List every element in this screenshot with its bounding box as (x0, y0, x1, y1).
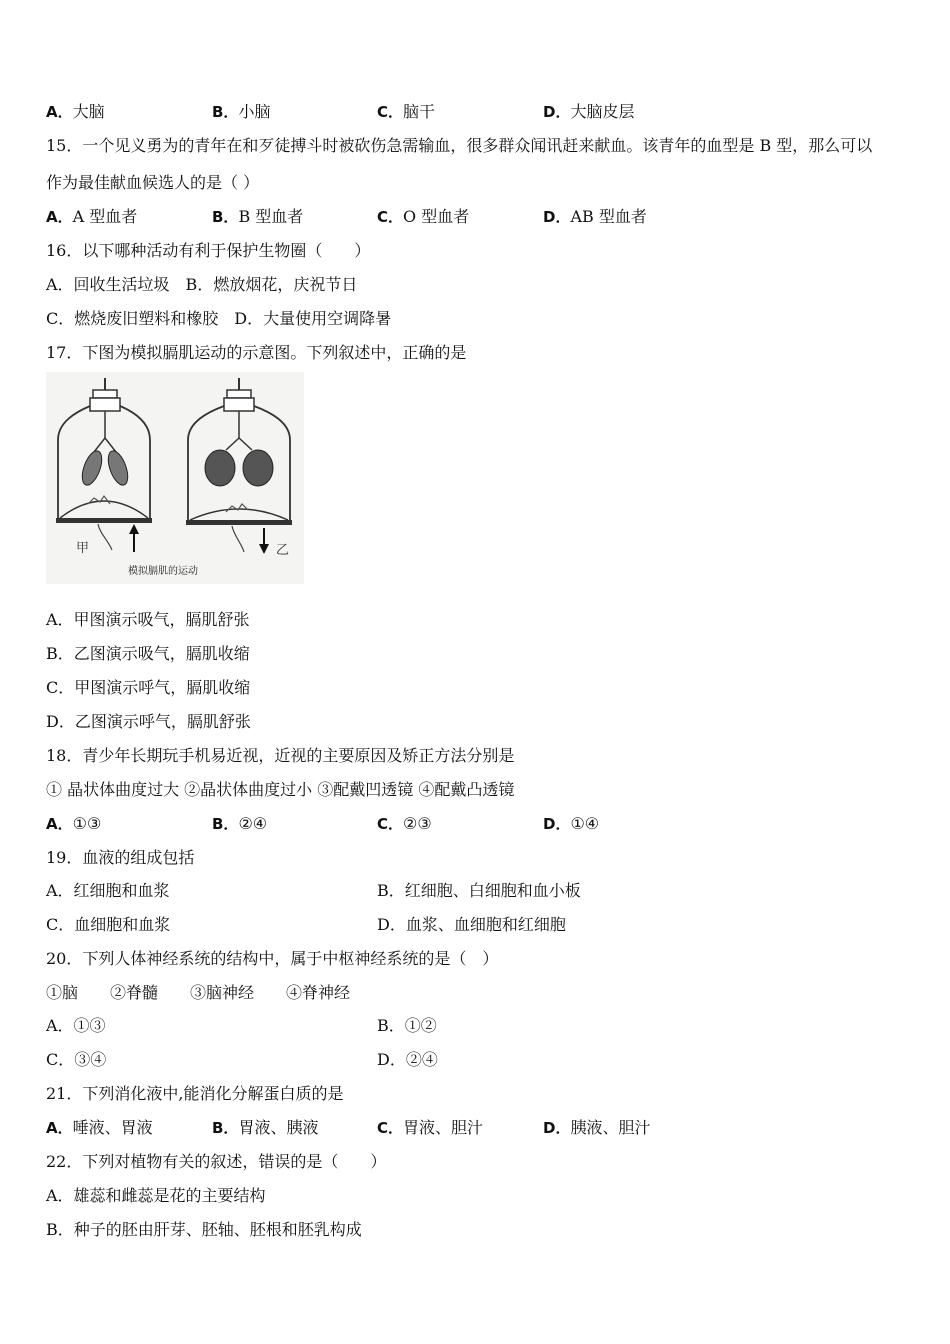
q22-option-a: A．雄蕊和雌蕊是花的主要结构 (46, 1186, 266, 1205)
q21-option-a: A．唾液、胃液 (46, 1118, 153, 1137)
figure-caption: 模拟膈肌的运动 (128, 566, 198, 577)
q20-option-d: D．②④ (377, 1050, 438, 1069)
q21-stem: 21．下列消化液中,能消化分解蛋白质的是 (46, 1084, 344, 1103)
q17-option-b: B．乙图演示吸气，膈肌收缩 (46, 644, 250, 663)
q15-stem-line1: 15．一个见义勇为的青年在和歹徒搏斗时被砍伤急需输血，很多群众闻讯赶来献血。该青年的血型是 B 型，那么可以 (46, 136, 873, 155)
q14-option-c: C．脑干 (377, 102, 436, 121)
q15-stem-line2: 作为最佳献血候选人的是（ ） (46, 173, 260, 192)
label-jia: 甲 (76, 541, 90, 556)
q20-items: ①脑 ②脊髓 ③脑神经 ④脊神经 (46, 983, 351, 1002)
diaphragm-model-figure (46, 372, 304, 584)
q20-stem: 20．下列人体神经系统的结构中，属于中枢神经系统的是（ ） (46, 949, 499, 968)
q19-option-b: B．红细胞、白细胞和血小板 (377, 881, 581, 900)
q19-option-d: D．血浆、血细胞和红细胞 (377, 915, 566, 934)
q15-option-a: A．A 型血者 (46, 207, 138, 226)
q18-stem: 18．青少年长期玩手机易近视，近视的主要原因及矫正方法分别是 (46, 746, 515, 765)
q14-option-d: D．大脑皮层 (543, 102, 635, 121)
q16-stem: 16．以下哪种活动有利于保护生物圈（ ） (46, 241, 371, 260)
q22-option-b: B．种子的胚由肝芽、胚轴、胚根和胚乳构成 (46, 1220, 362, 1239)
jar-jia-base (56, 518, 152, 523)
q17-option-a: A．甲图演示吸气，膈肌舒张 (46, 610, 250, 629)
q22-stem: 22．下列对植物有关的叙述，错误的是（ ） (46, 1152, 387, 1171)
q21-option-c: C．胃液、胆汁 (377, 1118, 484, 1137)
q19-stem: 19．血液的组成包括 (46, 848, 195, 867)
q14-option-a: A．大脑 (46, 102, 105, 121)
q19-option-a: A．红细胞和血浆 (46, 881, 170, 900)
q17-option-d: D．乙图演示呼气，膈肌舒张 (46, 712, 251, 731)
q21-option-d: D．胰液、胆汁 (543, 1118, 651, 1137)
q15-option-d: D．AB 型血者 (543, 207, 647, 226)
jar-yi-base (186, 520, 292, 525)
q21-option-b: B．胃液、胰液 (212, 1118, 319, 1137)
diaphragm-model-illustration (46, 372, 304, 584)
q15-option-c: C．O 型血者 (377, 207, 470, 226)
q18-items: ① 晶状体曲度过大 ②晶状体曲度过小 ③配戴凹透镜 ④配戴凸透镜 (46, 780, 515, 799)
q18-option-d: D．①④ (543, 814, 600, 833)
q18-option-c: C．②③ (377, 814, 432, 833)
q18-option-b: B．②④ (212, 814, 268, 833)
q18-option-a: A．①③ (46, 814, 102, 833)
q20-option-a: A．①③ (46, 1016, 106, 1035)
q16-options-cd: C．燃烧废旧塑料和橡胶 D．大量使用空调降暑 (46, 309, 392, 328)
q17-stem: 17．下图为模拟膈肌运动的示意图。下列叙述中，正确的是 (46, 343, 467, 362)
label-yi: 乙 (276, 543, 290, 558)
q20-option-b: B．①② (377, 1016, 437, 1035)
q17-option-c: C．甲图演示呼气，膈肌收缩 (46, 678, 251, 697)
q20-option-c: C．③④ (46, 1050, 107, 1069)
q19-option-c: C．血细胞和血浆 (46, 915, 171, 934)
q14-option-b: B．小脑 (212, 102, 271, 121)
q16-options-ab: A．回收生活垃圾 B．燃放烟花，庆祝节日 (46, 275, 358, 294)
q15-option-b: B．B 型血者 (212, 207, 304, 226)
